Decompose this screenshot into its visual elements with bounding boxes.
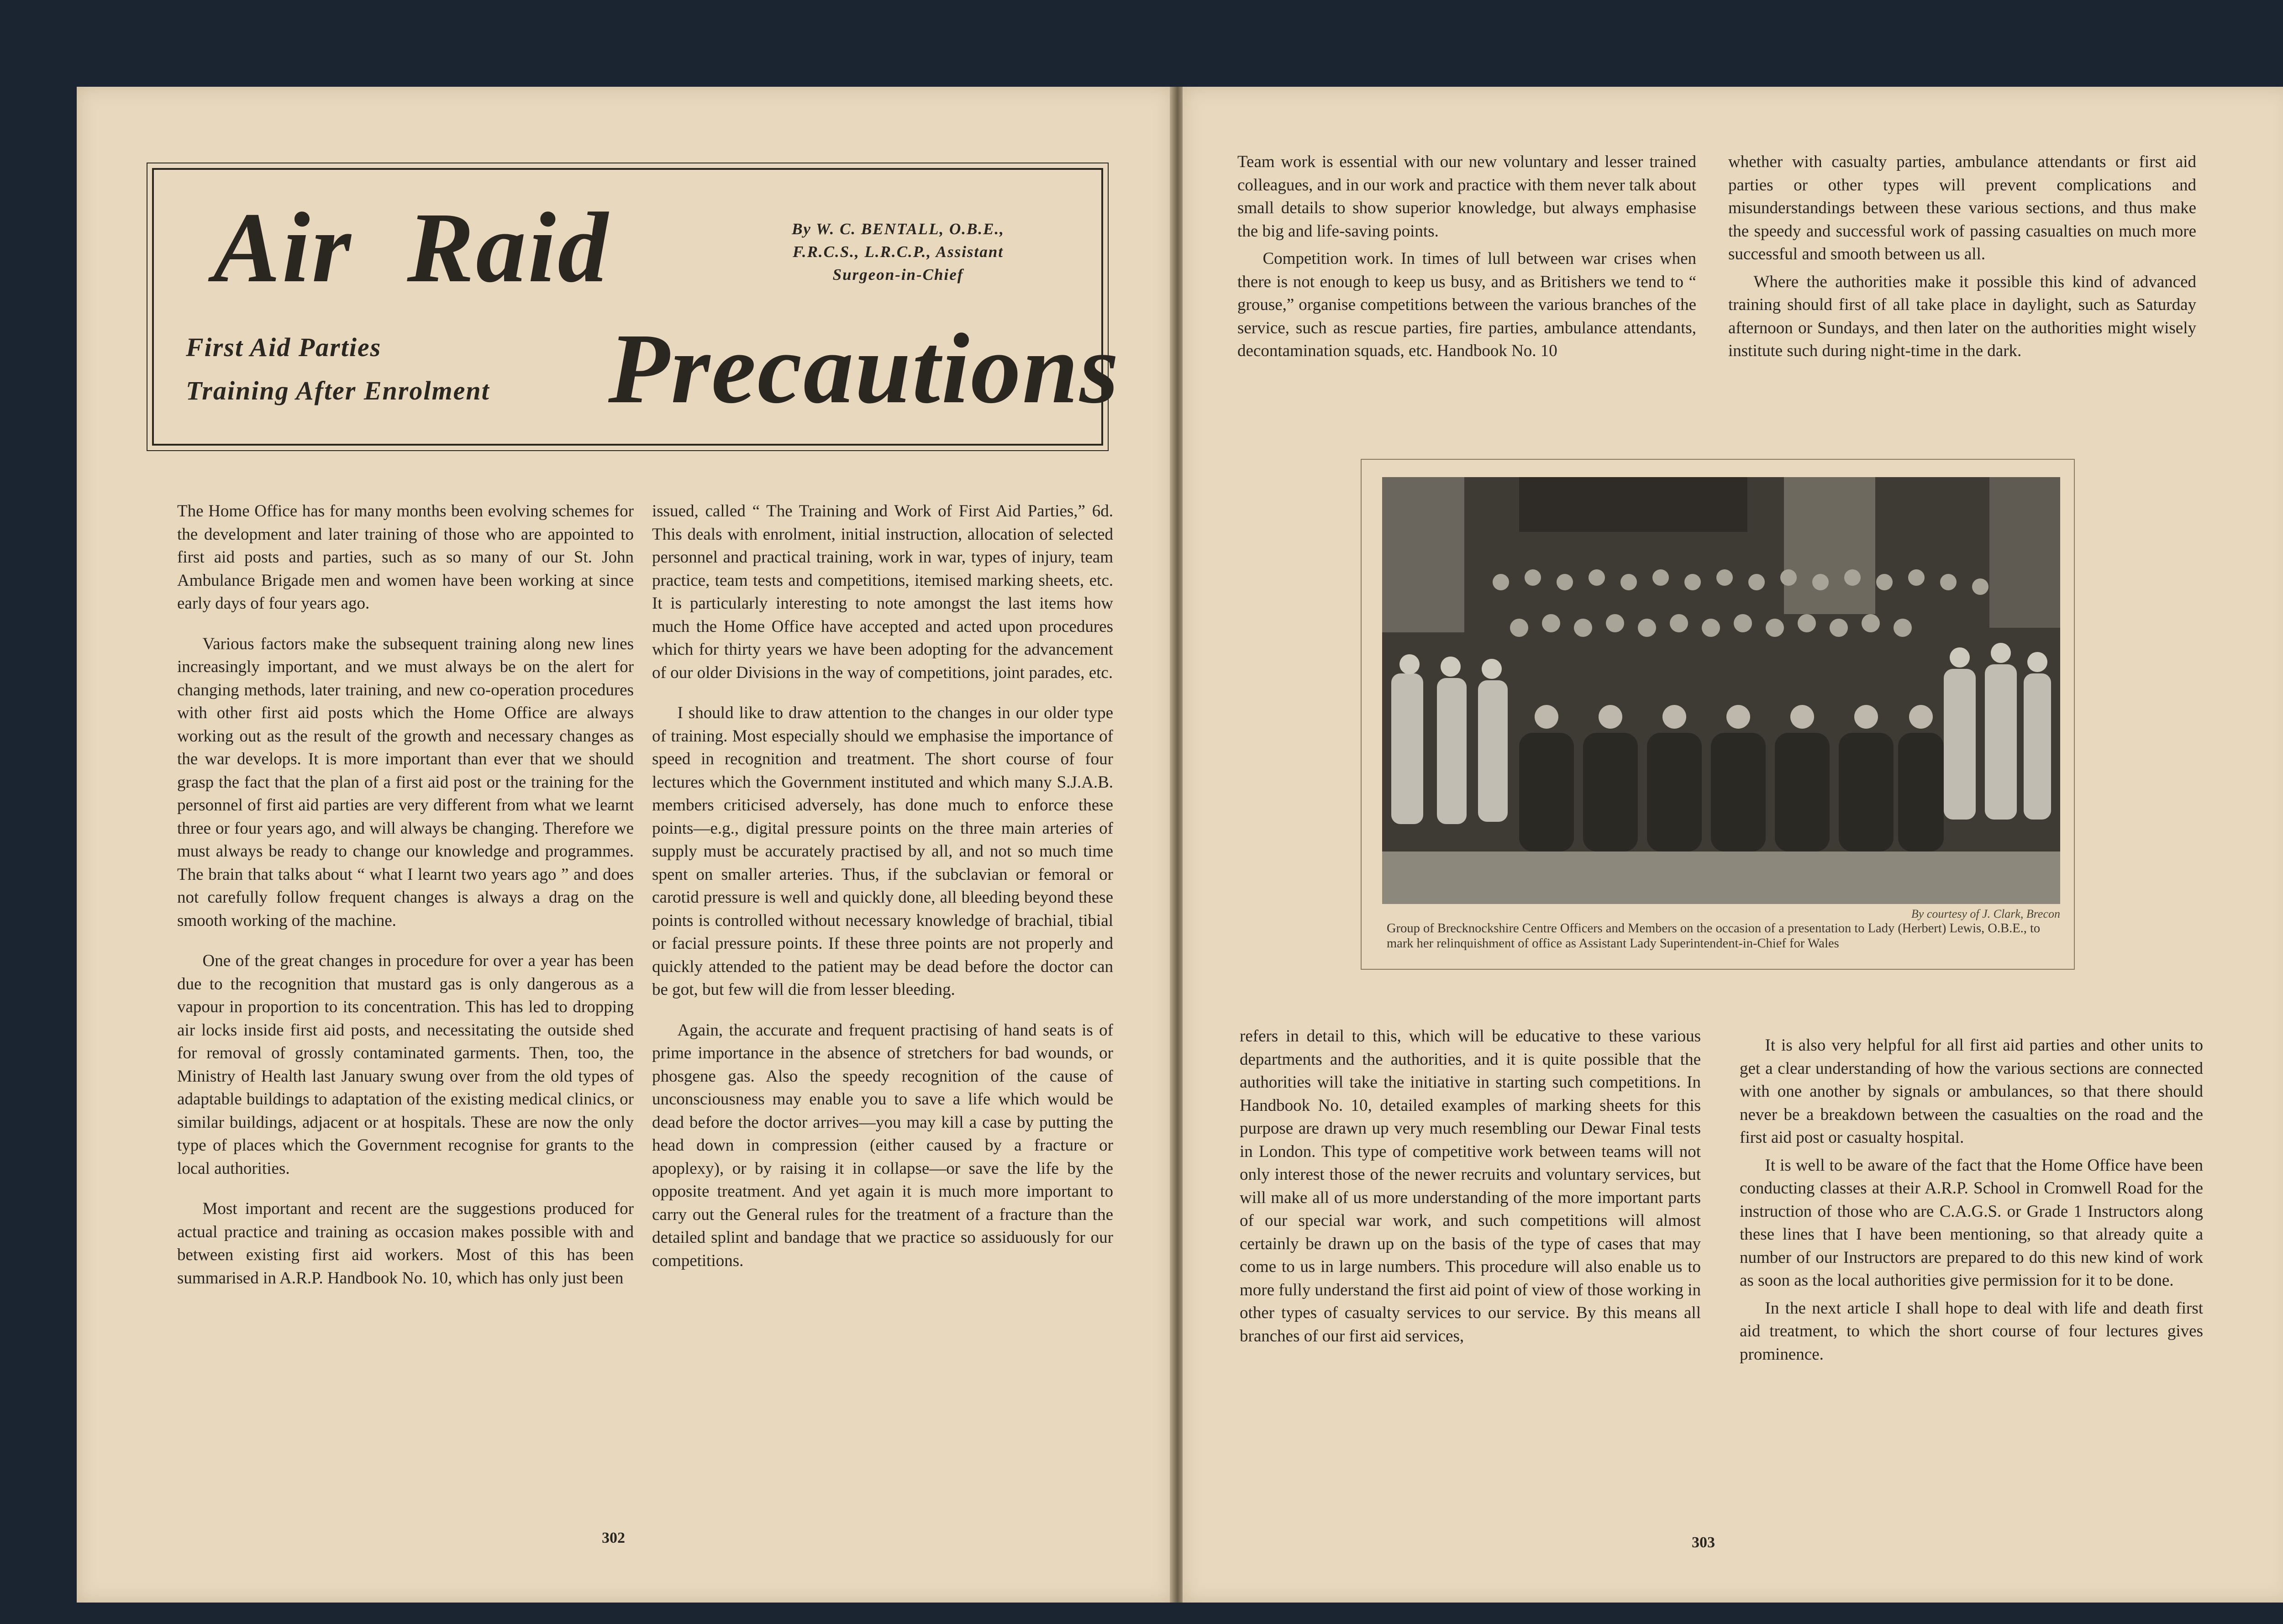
- right-bottom-column-1: [1240, 1025, 1701, 1365]
- page-number-left: 302: [602, 1529, 625, 1546]
- paragraph: It is well to be aware of the fact that the Home Office have been conducting classes at their A.R.P. School in Cromwell Road for the instruction of those who are C.A.G.S. or Grade 1 Instructors along these lines that I have been mentioning, so that already quite a number of our Instructors are prepared to do this new kind of work as soon as the local authorities give permission for it to be done.: [1740, 1156, 2203, 1290]
- byline: [766, 218, 1031, 286]
- left-column-2: [652, 500, 1113, 1290]
- paragraph: One of the great changes in procedure for over a year has been due to the recognition that mustard gas is only dangerous as a vapour in proportion to its concentration. This has led to dropping air locks inside first aid posts, and necessitating the outside shed for removal of grossly contaminated garments. Then, too, the Ministry of Health last January swung over from the old types of adaptable buildings to adaptation of the existing medical clinics, or similar buildings, adjacent or at hospitals. These are now the only type of places which the Government recognise for grants to the local authorities.: [177, 951, 634, 1178]
- byline-line2: F.R.C.S., L.R.C.P., Assistant: [793, 243, 1004, 261]
- paragraph: Team work is essential with our new voluntary and lesser trained colleagues, and in our work and practice with them never talk about small details to show superior knowledge, but always emphasise the big and life-saving points.: [1237, 152, 1696, 241]
- subtitle-line1: First Aid Parties: [186, 332, 382, 362]
- right-top-column-2: [1728, 151, 2196, 368]
- title-word-raid: Raid: [407, 192, 610, 303]
- right-bottom-column-2: [1740, 1034, 2203, 1371]
- paragraph: The Home Office has for many months been evolving schemes for the development and later training of those who are appointed to first aid posts and parties, such as so many of our St. John Ambulance Brigade men and women have been working at since early days of four years ago.: [177, 502, 634, 613]
- paragraph: Where the authorities make it possible this kind of advanced training should first of all take place in daylight, such as Saturday afternoon or Sundays, and then later on the authorities might wisely institute such during night-time in the dark.: [1728, 272, 2196, 360]
- title-air-raid: [213, 192, 610, 303]
- group-photograph: [1382, 477, 2060, 904]
- paragraph: whether with casualty parties, ambulance attendants or first aid parties or other types will prevent complications and misunderstandings between these various sections, and thus make the speedy and successful work of passing casualties on much more successful and smooth between us all.: [1728, 152, 2196, 263]
- photo-frame: [1361, 459, 2075, 970]
- right-top-column-1: [1237, 151, 1696, 368]
- subtitle-line2: Training After Enrolment: [186, 376, 490, 405]
- group-photograph-image: [1382, 477, 2060, 904]
- title-precautions: Precautions: [608, 313, 1120, 424]
- paragraph: I should like to draw attention to the changes in our older type of training. Most especially should we emphasise the importance of speed in recognition and treatment. The short course of four lectures which the Government instituted and which many S.J.A.B. members criticised adversely, has done much to enforce these points—e.g., digital pressure points on the three main arteries of supply must be accurately practised by all, and not so much time spent on smaller arteries. Thus, if the subclavian or femoral or carotid pressure is well and quickly done, all bleeding beyond these points is controlled without necessary knowledge of brachial, tibial or facial pressure points. If these three points are not properly and quickly attended to the patient may be dead before the doctor can be got, but few will die from lesser bleeding.: [652, 704, 1113, 999]
- paragraph: Again, the accurate and frequent practising of hand seats is of prime importance in the absence of stretchers for bad wounds, or phosgene gas. Also the speedy recognition of the cause of unconsciousness may enable you to save a life which would be dead before the doctor arrives—you may kill a case by putting the head down in compression (either caused by a fracture or apoplexy), or by raising it in collapse—or save the life by the opposite treatment. And yet again it is much more important to carry out the General rules for the treatment of a fracture than the detailed splint and bandage that we practice so assiduously for our competitions.: [652, 1020, 1113, 1270]
- paragraph: Various factors make the subsequent training along new lines increasingly important, and we must always be on the alert for changing methods, later training, and new co-operation procedures with other first aid posts which the Home Office are always working out as the result of the growth and necessary changes as the war develops. It is more important than ever that we should grasp the fact that the plan of a first aid post or the training for the personnel of first aid parties are very different from what we learnt three or four years ago, and will always be changing. Therefore we must always be ready to change our knowledge and programmes. The brain that talks about “ what I learnt two years ago ” and does not carefully follow frequent changes is always a drag on the smooth working of the machine.: [177, 634, 634, 930]
- left-column-1: [177, 500, 634, 1307]
- paragraph: issued, called “ The Training and Work of First Aid Parties,” 6d. This deals with enrolment, initial instruction, allocation of selected personnel and practical training, work in war, types of injury, team practice, team tests and competitions, itemised marking sheets, etc. It is particularly interesting to note amongst the last items how much the Home Office have accepted and acted upon procedures which for thirty years we have been adopting for the advancement of our older Divisions in the way of competitions, joint parades, etc.: [652, 502, 1113, 682]
- paragraph: Most important and recent are the suggestions produced for actual practice and training as occasion makes possible with and between existing first aid workers. Most of this has been summarised in A.R.P. Handbook No. 10, which has only just been: [177, 1199, 634, 1288]
- page-number-right: 303: [1692, 1534, 1715, 1551]
- title-box: [152, 168, 1120, 446]
- photo-caption: Group of Brecknockshire Centre Officers and Members on the occasion of a presentation to Lady (Herbert) Lewis, O.B.E., to mark her relinquishment of office as Assistant Lady Superintendent-in-Chief for Wales: [1387, 921, 2041, 951]
- paragraph: It is also very helpful for all first aid parties and other units to get a clear understanding of how the various sections are connected with one another by signals or ambulances, so that there should never be a breakdown between the casualties on the road and the first aid post or casualty hospital.: [1740, 1036, 2203, 1147]
- left-page: [77, 87, 1173, 1603]
- byline-line3: Surgeon-in-Chief: [832, 266, 964, 284]
- paragraph: Competition work. In times of lull between war crises when there is not enough to keep us busy, and as Britishers we tend to “ grouse,” organise competitions between the various branches of the service, such as rescue parties, fire parties, ambulance attendants, decontamination squads, etc. Handbook No. 10: [1237, 249, 1696, 360]
- paragraph: In the next article I shall hope to deal with life and death first aid treatment, to which the short course of four lectures gives prominence.: [1740, 1298, 2203, 1364]
- right-page: [1183, 87, 2283, 1603]
- title-word-air: Air: [213, 192, 353, 303]
- photo-credit: By courtesy of J. Clark, Brecon: [1911, 907, 2060, 920]
- byline-line1: By W. C. BENTALL, O.B.E.,: [792, 220, 1005, 238]
- paragraph: refers in detail to this, which will be educative to these various departments and the authorities, and it is quite possible that the authorities will take the initiative in starting such competitions. In Handbook No. 10, detailed examples of marking sheets for this purpose are drawn up very much resembling our Dewar Final tests in London. This type of competitive work between teams will not only interest those of the newer recruits and voluntary services, but will make all of us more understanding of the more important parts of our special war work, and such competitions will almost certainly be drawn up on the basis of the type of cases that may come to us in large numbers. This procedure will also enable us to more fully understand the first aid point of view of those working in other types of casualty services to our service. By this means all branches of our first aid services,: [1240, 1027, 1701, 1345]
